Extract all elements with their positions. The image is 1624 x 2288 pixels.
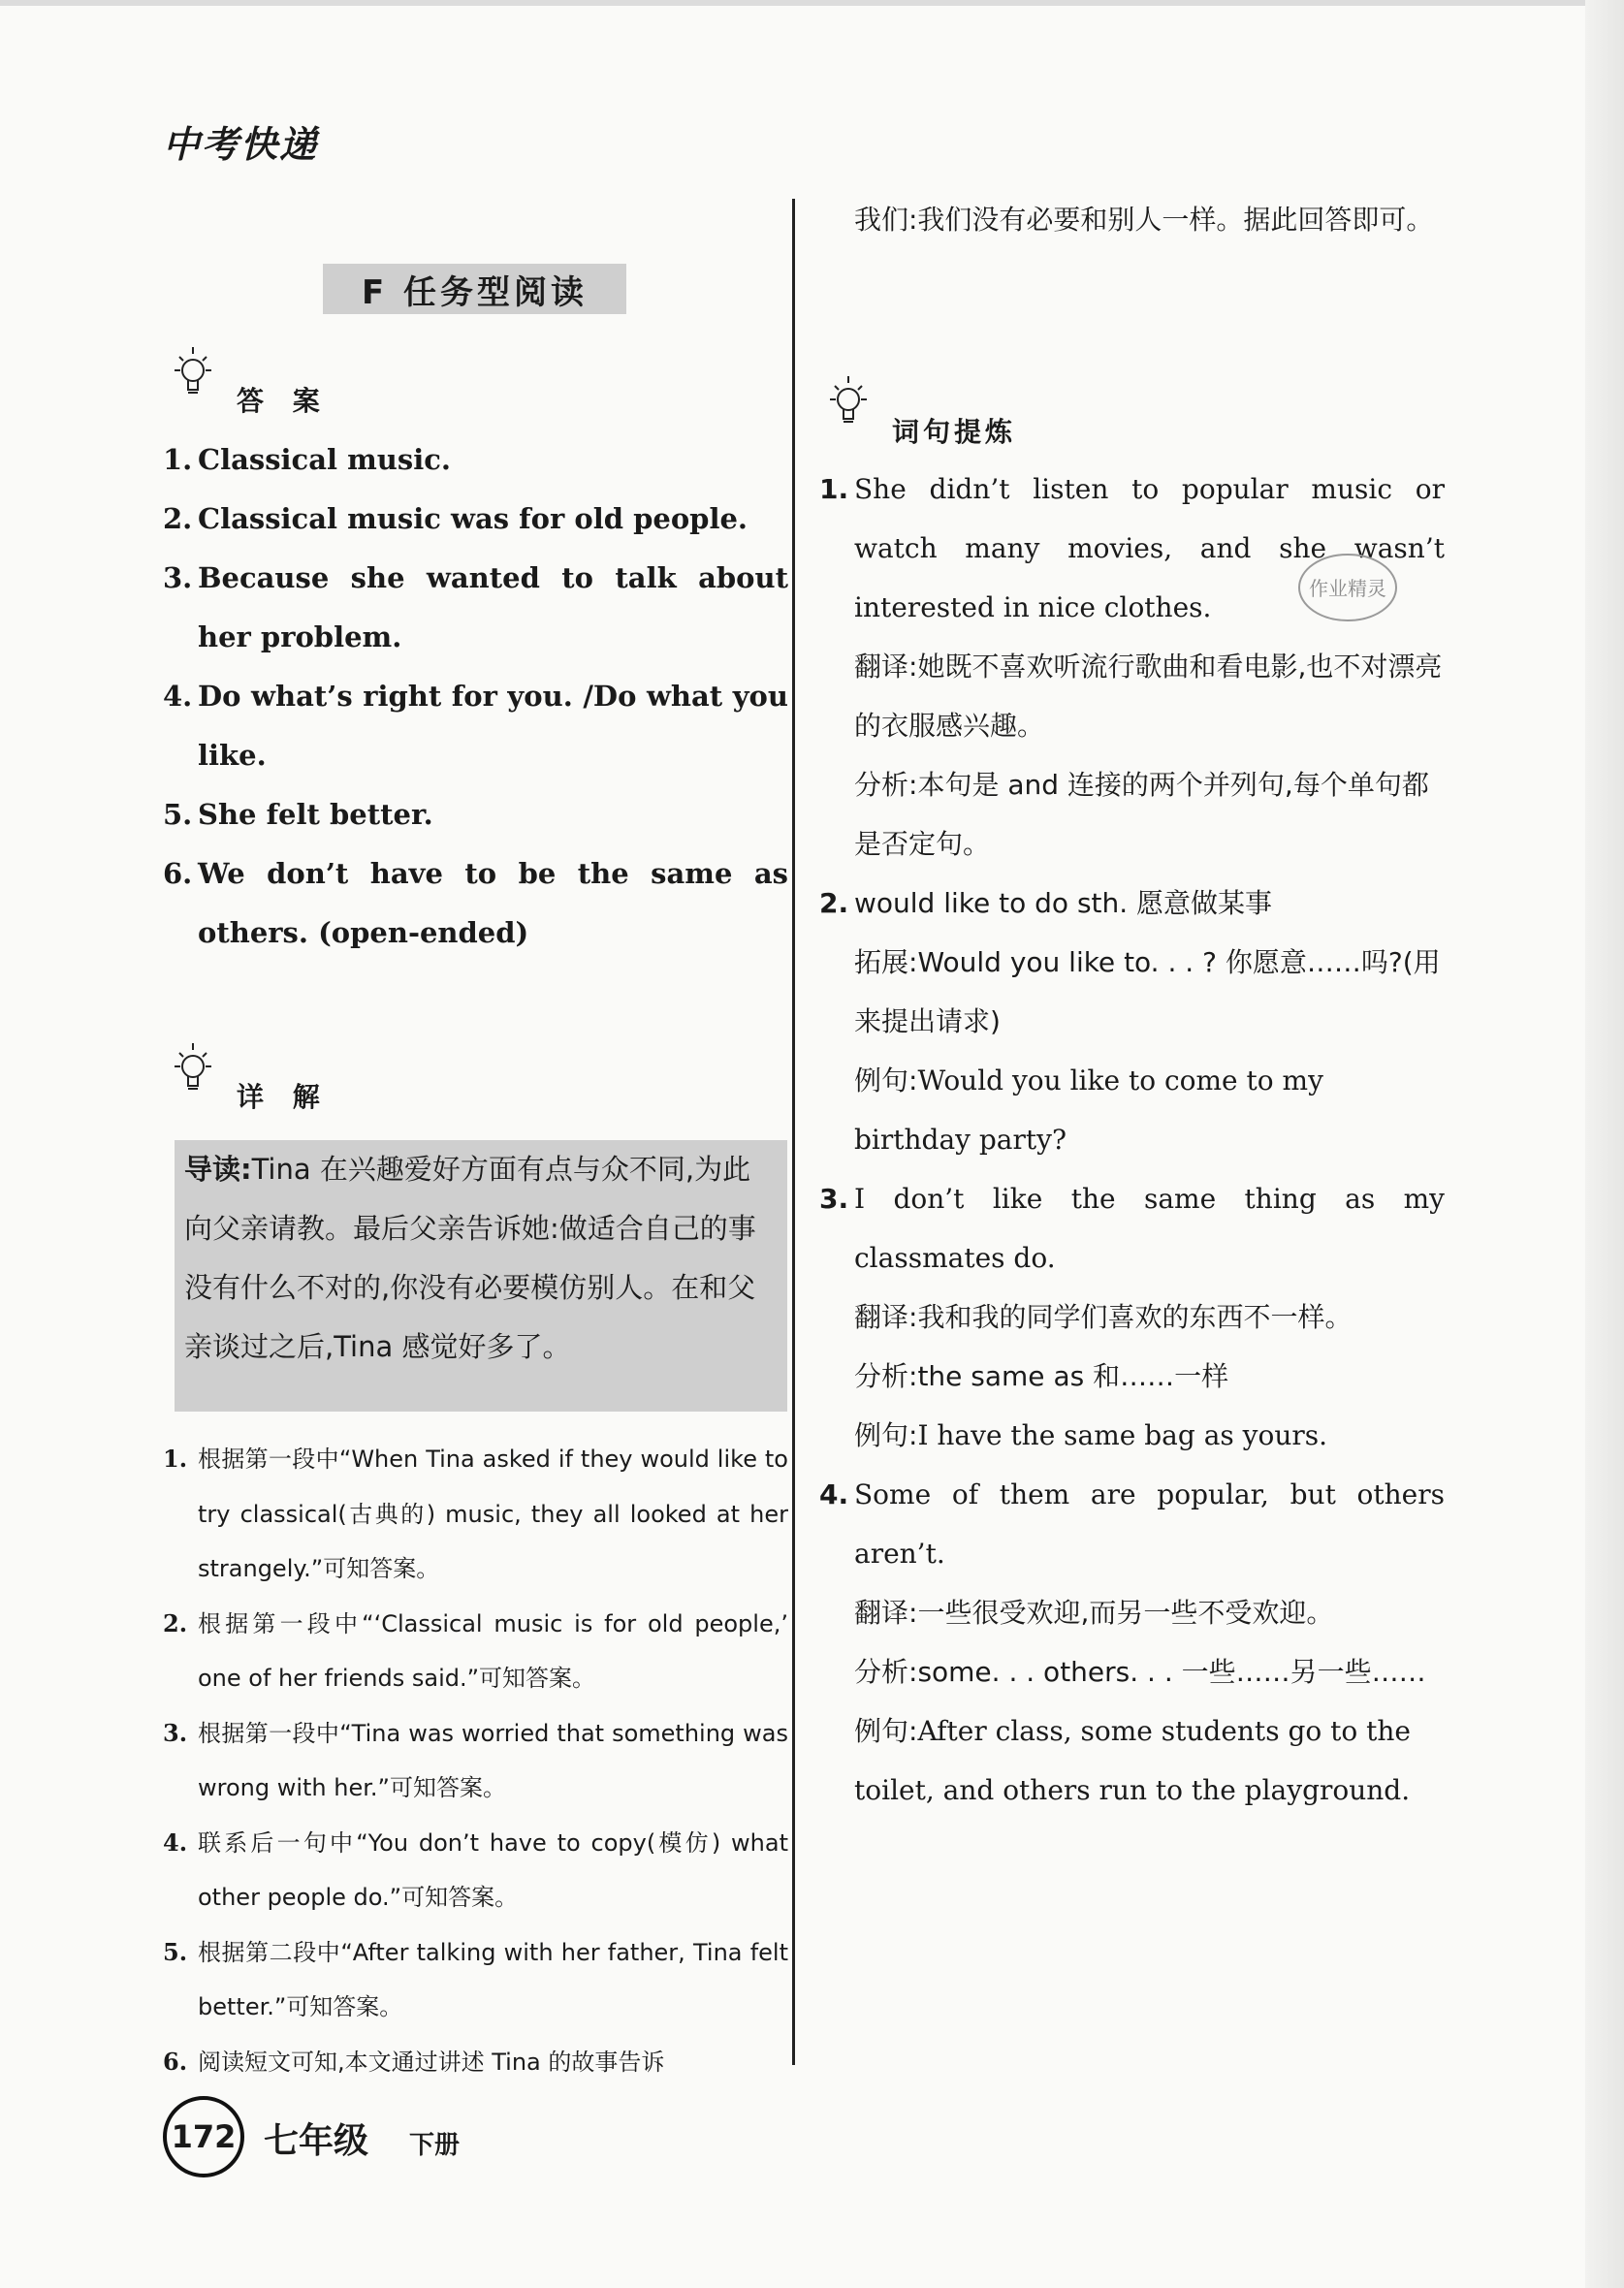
list-item: 3. I don’t like the same thing as my classmates do. 翻译:我和我的同学们喜欢的东西不一样。 分析:the same as 和……一样 例句:I have the same bag as yours. — [819, 1183, 1445, 1451]
list-item: 3. 根据第一段中“Tina was worried that something was wrong with her.”可知答案。 — [163, 1718, 788, 1801]
explanation-continuation: 我们:我们没有必要和别人一样。据此回答即可。 — [854, 204, 1434, 236]
reading-guide — [175, 1140, 787, 1412]
section-banner: F 任务型阅读 — [323, 264, 626, 314]
list-item: 4. Do what’s right for you. /Do what you like. — [163, 680, 788, 772]
answers-label: 答 案 — [237, 385, 330, 417]
list-item: 2. would like to do sth. 愿意做某事 拓展:Would you like to. . . ? 你愿意……吗?(用来提出请求) 例句:Would you like to come to my birthday party? — [819, 887, 1441, 1156]
list-item: 4. 联系后一句中“You don’t have to copy(模仿) what other people do.”可知答案。 — [163, 1827, 788, 1911]
page-edge-shadow — [1585, 0, 1624, 2288]
explanation-list — [163, 1432, 788, 2089]
list-item: 6. We don’t have to be the same as others. (open-ended) — [163, 857, 788, 949]
list-item: 2. 根据第一段中“‘Classical music is for old people,’ one of her friends said.”可知答案。 — [163, 1608, 788, 1692]
answers-list — [163, 430, 788, 963]
list-item: 3. Because she wanted to talk about her problem. — [163, 561, 788, 653]
volume-label: 下册 — [409, 2131, 461, 2160]
phrases-list — [819, 460, 1445, 1820]
guide-text: Tina 在兴趣爱好方面有点与众不同,为此向父亲请教。最后父亲告诉她:做适合自己的事没有什么不对的,你没有必要模仿别人。在和父亲谈过之后,Tina 感觉好多了。 — [184, 1153, 756, 1363]
header-title: 中考快递 — [163, 123, 319, 166]
stamp-text: 作业精灵 — [1309, 577, 1386, 600]
list-item: 1. 根据第一段中“When Tina asked if they would like to try classical(古典的) music, they all looked at her strangely.”可知答案。 — [163, 1445, 788, 1582]
column-divider — [792, 199, 795, 2065]
guide-head: 导读: — [184, 1153, 252, 1186]
list-item: 5. She felt better. — [163, 798, 433, 831]
list-item: 4. Some of them are popular, but others aren’t. 翻译:一些很受欢迎,而另一些不受欢迎。 分析:some. . . others. . . 一些……另一些…… 例句:After class, some students go to the toilet, and others run to the playground. — [819, 1478, 1445, 1806]
phrases-label: 词句提炼 — [892, 416, 1017, 448]
list-item: 6. 阅读短文可知,本文通过讲述 Tina 的故事告诉 — [163, 2047, 665, 2076]
list-item: 1. Classical music. — [163, 443, 451, 476]
list-item: 1. She didn’t listen to popular music or watch many movies, and she wasn’t interested in nice clothes. 翻译:她既不喜欢听流行歌曲和看电影,也不对漂亮的衣服感兴趣。 分析:本句是 and 连接的两个并列句,每个单句都是否定句。 — [819, 473, 1445, 860]
explanation-label: 详 解 — [237, 1081, 330, 1113]
list-item: 2. Classical music was for old people. — [163, 502, 748, 535]
grade-label: 七年级 — [264, 2121, 369, 2161]
page-number: 172 — [163, 2096, 244, 2177]
list-item: 5. 根据第二段中“After talking with her father, Tina felt better.”可知答案。 — [163, 1937, 788, 2020]
lightbulb-icon — [167, 341, 219, 403]
watermark-stamp-icon — [1294, 549, 1401, 626]
lightbulb-icon — [822, 370, 875, 432]
top-edge — [0, 0, 1624, 6]
lightbulb-icon — [167, 1037, 219, 1099]
